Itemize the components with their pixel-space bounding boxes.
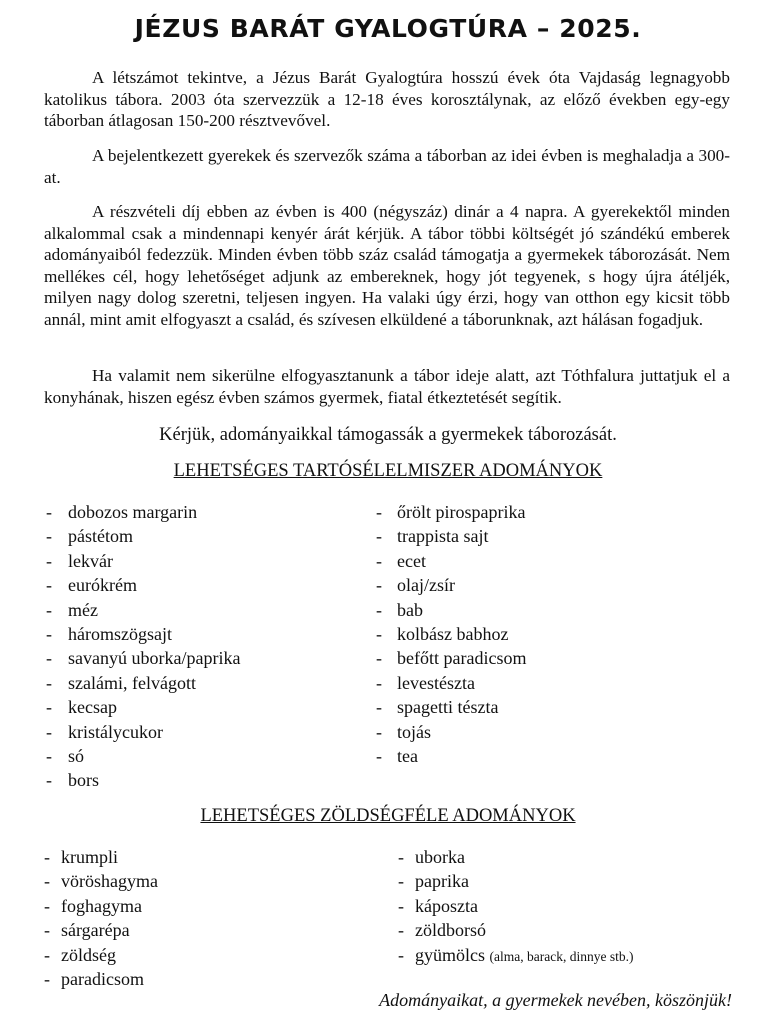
item-text: bors [68,770,99,791]
item-text: uborka [415,847,465,867]
list-item [376,720,716,744]
list-item [44,943,364,967]
list-item [376,744,716,768]
list-item [398,943,738,967]
item-text: levestészta [397,672,475,693]
bullet-dash: - [46,502,52,522]
bullet-dash: - [44,944,50,965]
list-item [376,549,716,573]
item-text: eurókrém [68,575,137,596]
item-text: őrölt pirospaprika [397,502,526,522]
list-item [46,598,366,622]
list-item [46,646,366,670]
bullet-dash: - [376,672,382,693]
item-text: kolbász babhoz [397,623,509,644]
bullet-dash: - [398,944,404,965]
attendance-paragraph: A bejelentkezett gyerekek és szervezők száma a táborban az idei évben is meghaladja a 300-at. [44,146,730,187]
leftovers-paragraph: Ha valamit nem sikerülne elfogyasztanunk a tábor ideje alatt, azt Tóthfalura juttatjuk el a konyhának, hiszen egész évben számos gyermek, fiatal étkeztetését segítik. [44,366,730,407]
list-item [376,646,716,670]
bullet-dash: - [46,697,52,718]
bullet-dash: - [376,502,382,522]
item-text-with-note [415,943,633,969]
bullet-dash: - [44,895,50,916]
bullet-dash: - [44,871,50,892]
item-text: gyümölcs [415,944,485,965]
list-item [44,869,364,893]
bullet-dash: - [46,770,52,791]
appeal-text: Kérjük, adományaikkal támogassák a gyermekek táborozását. [159,425,617,445]
list-item [46,524,366,548]
item-text: káposzta [415,895,478,916]
bullet-dash: - [44,968,50,989]
list-item [398,894,738,918]
list-item [46,720,366,744]
bullet-dash: - [46,526,52,547]
bullet-dash: - [376,526,382,547]
item-text: olaj/zsír [397,575,455,596]
bullet-dash: - [46,672,52,693]
item-text: pástétom [68,526,133,547]
item-text: tea [397,745,418,766]
item-text: háromszögsajt [68,623,172,644]
list-item [46,573,366,597]
fee-paragraph: A részvételi díj ebben az évben is 400 (négyszáz) dinár a 4 napra. A gyerekektől minden alkalommal csak a mindennapi kenyér árát kérjük. A tábor többi költségét jó szándékú emberek adományaiból fedezzük. Minden évben több száz család támogatja a gyermekek táborozását. Nem mellékes cél, hogy lehetőséget adjunk az embereknek, hogy jót tegyenek, s hogy újra átéljék, milyen nagy dolog szeretni, teljesen ingyen. Ha valaki úgy érzi, hogy van otthon egy kicsit több annál, mint amit elfogyaszt a család, és szívesen elküldené a táborunknak, azt hálásan fogadjuk. [44,202,730,329]
item-text: spagetti tészta [397,697,499,718]
list-item [398,918,738,942]
bullet-dash: - [398,871,404,892]
bullet-dash: - [46,721,52,742]
bullet-dash: - [376,550,382,571]
list-item [376,598,716,622]
item-text: sárgarépa [61,920,130,941]
list-item [376,524,716,548]
list-item [46,768,366,792]
list-item [46,744,366,768]
intro-paragraph: A létszámot tekintve, a Jézus Barát Gyalogtúra hosszú évek óta Vajdaság legnagyobb katolikus tábora. 2003 óta szervezzük a 12-18 éves korosztálynak, az előző években egy-egy táborban átlagosan 150-200 résztvevővel. [44,68,730,130]
bullet-dash: - [44,847,50,867]
item-text: ecet [397,550,426,571]
vegetable-list-right [398,845,738,967]
item-text: tojás [397,721,431,742]
list-item [398,869,738,893]
vegetable-list-left [44,845,364,991]
item-text: foghagyma [61,895,142,916]
bullet-dash: - [46,623,52,644]
list-item [46,671,366,695]
bullet-dash: - [376,599,382,620]
list-item [44,918,364,942]
item-text: krumpli [61,847,118,867]
list-item [376,695,716,719]
list-item [376,671,716,695]
item-text: só [68,745,85,766]
list-item [376,622,716,646]
list-item [44,967,364,991]
item-text: befőtt paradicsom [397,648,527,669]
item-text: trappista sajt [397,526,489,547]
item-text: savanyú uborka/paprika [68,648,241,669]
bullet-dash: - [46,599,52,620]
section-heading-vegetables: LEHETSÉGES ZÖLDSÉGFÉLE ADOMÁNYOK [200,806,576,826]
item-text: kecsap [68,697,117,718]
list-item [398,845,738,869]
list-item [376,500,716,524]
bullet-dash: - [398,847,404,867]
list-item [376,573,716,597]
item-text: paprika [415,871,469,892]
fruit-examples-note: (alma, barack, dinnye stb.) [489,948,634,964]
bullet-dash: - [46,550,52,571]
bullet-dash: - [398,895,404,916]
bullet-dash: - [46,575,52,596]
item-text: zöldborsó [415,920,486,941]
list-item [44,894,364,918]
bullet-dash: - [376,648,382,669]
item-text: szalámi, felvágott [68,672,196,693]
item-text: vöröshagyma [61,871,158,892]
bullet-dash: - [46,648,52,669]
bullet-dash: - [376,697,382,718]
item-text: paradicsom [61,968,144,989]
bullet-dash: - [398,920,404,941]
page-title: JÉZUS BARÁT GYALOGTÚRA – 2025. [134,14,642,43]
list-item [44,845,364,869]
bullet-dash: - [376,575,382,596]
section-heading-durable-food: LEHETSÉGES TARTÓSÉLELMISZER ADOMÁNYOK [173,461,603,481]
durable-food-list-left [46,500,366,793]
item-text: dobozos margarin [68,502,198,522]
bullet-dash: - [46,745,52,766]
list-item [46,695,366,719]
bullet-dash: - [376,721,382,742]
item-text: méz [68,599,98,620]
item-text: lekvár [68,550,113,571]
list-item [46,549,366,573]
durable-food-list-right [376,500,716,768]
item-text: zöldség [61,944,116,965]
bullet-dash: - [44,920,50,941]
item-text: bab [397,599,423,620]
closing-thanks: Adományaikat, a gyermekek nevében, köszönjük! [379,990,732,1010]
item-text: kristálycukor [68,721,163,742]
list-item [46,500,366,524]
bullet-dash: - [376,623,382,644]
list-item [46,622,366,646]
bullet-dash: - [376,745,382,766]
